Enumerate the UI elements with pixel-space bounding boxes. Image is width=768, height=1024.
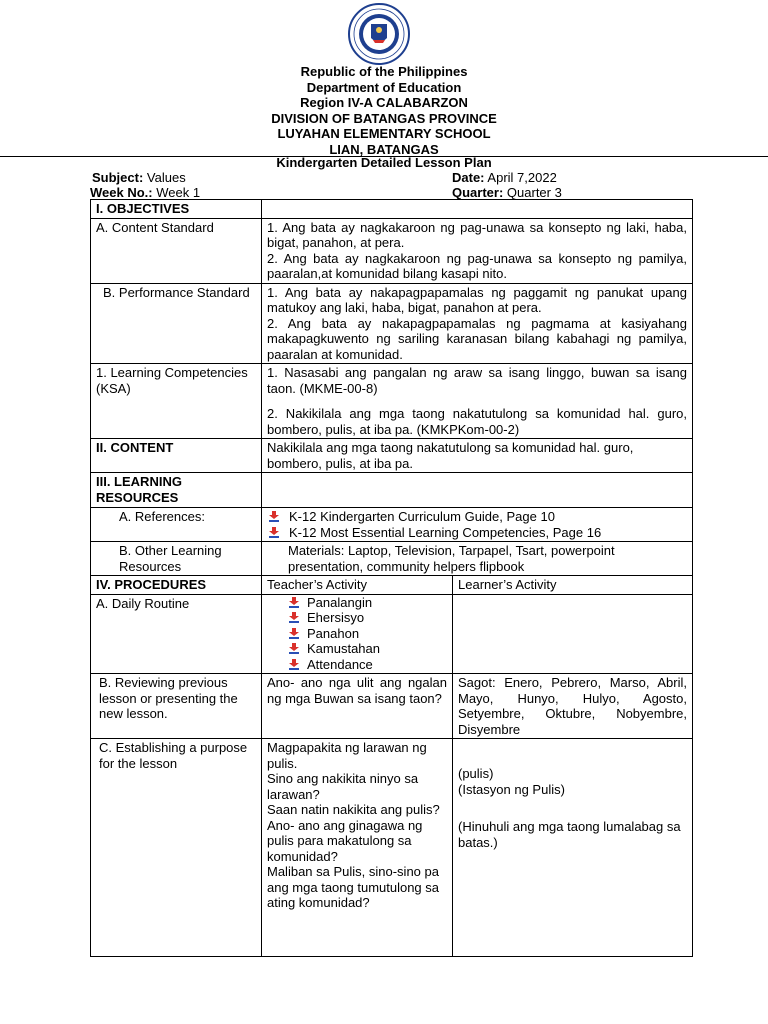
header-line-division: DIVISION OF BATANGAS PROVINCE — [271, 110, 497, 126]
header-line-department: Department of Education — [306, 79, 462, 95]
table-row — [91, 739, 693, 957]
performance-standard-2: 2. Ang bata ay nakapagpapamalas ng pagmama at kasiyahang makapagkuwento ng sariling karanasan bilang kabahagi ng pamilya, paaralan at komunidad. — [267, 315, 687, 362]
week-field — [90, 185, 200, 200]
purpose-learner-answer: (Hinuhuli ang mga taong lumalabag sa batas.) — [458, 819, 681, 850]
header-line-region: Region IV-A CALABARZON — [300, 95, 468, 110]
performance-standard-cell — [262, 283, 693, 364]
purpose-label: C. Establishing a purpose for the lesson — [91, 739, 262, 957]
list-item — [267, 525, 687, 541]
purpose-teacher-line: Saan natin nakikita ang pulis? — [267, 802, 440, 817]
table-row — [91, 594, 693, 674]
references-label: A. References: — [91, 508, 262, 542]
list-item — [289, 595, 447, 611]
header-line-location: LIAN, BATANGAS — [329, 141, 439, 157]
list-item — [289, 626, 447, 642]
purpose-teacher-line: Sino ang nakikita ninyo sa larawan? — [267, 771, 419, 802]
routine-item: Panahon — [307, 625, 360, 641]
review-learner-activity: Sagot: Enero, Pebrero, Marso, Abril, Mayo, Hunyo, Hulyo, Agosto, Setyembre, Oktubre, Nobyembre, Disyembre — [453, 674, 693, 739]
learner-activity-header: Learner’s Activity — [453, 576, 693, 595]
other-resources-text: Materials: Laptop, Television, Tarpapel, Tsart, powerpoint presentation, community helpers flipbook — [262, 542, 693, 576]
arrow-bullet-icon — [289, 643, 299, 654]
competency-2: 2. Nakikilala ang mga taong nakatutulong sa komunidad hal. guro, bombero, pulis, at iba pa. (KMKPKom-00-2) — [267, 406, 687, 437]
daily-routine-cell — [262, 594, 453, 674]
table-row — [91, 283, 693, 364]
competencies-cell — [262, 364, 693, 439]
resources-heading: III. LEARNING RESOURCES — [91, 473, 262, 508]
objectives-empty-cell — [262, 200, 693, 219]
content-standard-1: 1. Ang bata ay nagkakaroon ng pag-unawa sa konsepto ng laki, haba, bigat, panahon, at pera. — [267, 219, 687, 250]
routine-item: Attendance — [307, 656, 373, 672]
competency-1: 1. Nasasabi ang pangalan ng araw sa isang linggo, buwan sa isang taon. (MKME-00-8) — [267, 365, 687, 396]
teacher-activity-header: Teacher’s Activity — [262, 576, 453, 595]
resources-empty-cell — [262, 473, 693, 508]
subject-field — [92, 170, 186, 185]
table-row — [91, 364, 693, 439]
performance-standard-1: 1. Ang bata ay nakapagpapamalas ng paggamit ng panukat upang matukoy ang laki, haba, bigat, panahon at pera. — [267, 284, 687, 315]
competencies-label: 1. Learning Competencies (KSA) — [91, 364, 262, 439]
other-resources-label: B. Other Learning Resources — [91, 542, 262, 576]
header-line-school: LUYAHAN ELEMENTARY SCHOOL — [277, 126, 491, 141]
quarter-label: Quarter: — [452, 185, 504, 200]
review-teacher-activity: Ano- ano nga ulit ang ngalan ng mga Buwan sa isang taon? — [262, 674, 453, 739]
deped-seal — [339, 2, 419, 66]
purpose-learner-cell — [453, 739, 693, 957]
date-field — [452, 170, 557, 185]
document-header — [0, 64, 768, 157]
subject-value: Values — [146, 170, 186, 185]
quarter-field — [452, 185, 562, 200]
daily-routine-label: A. Daily Routine — [91, 594, 262, 674]
table-row — [91, 473, 693, 508]
routine-item: Panalangin — [307, 594, 373, 610]
list-item — [289, 657, 447, 673]
arrow-bullet-icon — [289, 628, 299, 639]
reference-2: K-12 Most Essential Learning Competencies, Page 16 — [289, 524, 602, 540]
daily-routine-list — [267, 595, 447, 673]
arrow-bullet-icon — [269, 527, 279, 538]
week-label: Week No.: — [90, 185, 153, 200]
arrow-bullet-icon — [289, 659, 299, 670]
table-row — [91, 200, 693, 219]
list-item — [289, 641, 447, 657]
subject-label: Subject: — [92, 170, 144, 185]
header-line-republic: Republic of the Philippines — [300, 64, 468, 79]
plan-title: Kindergarten Detailed Lesson Plan — [276, 155, 492, 170]
quarter-value: Quarter 3 — [506, 185, 562, 200]
date-value: April 7,2022 — [487, 170, 557, 185]
purpose-teacher-cell — [262, 739, 453, 957]
list-item — [267, 509, 687, 525]
review-label: B. Reviewing previous lesson or presenting the new lesson. — [91, 674, 262, 739]
table-row — [91, 576, 693, 595]
content-text: Nakikilala ang mga taong nakatutulong sa komunidad hal. guro, bombero, pulis, at iba pa. — [262, 439, 693, 473]
daily-routine-learner-cell — [453, 594, 693, 674]
purpose-teacher-line: Ano- ano ang ginagawa ng pulis para makatulong sa komunidad? — [267, 817, 423, 864]
arrow-bullet-icon — [269, 511, 279, 522]
list-item — [289, 610, 447, 626]
table-row — [91, 439, 693, 473]
content-standard-2: 2. Ang bata ay nagkakaroon ng pag-unawa sa konsepto ng pamilya, paaralan,at komunidad bilang kasapi nito. — [267, 250, 687, 281]
objectives-heading: I. OBJECTIVES — [91, 200, 262, 219]
arrow-bullet-icon — [289, 612, 299, 623]
references-cell — [262, 508, 693, 542]
content-standard-label: A. Content Standard — [91, 218, 262, 283]
routine-item: Kamustahan — [307, 641, 380, 656]
lesson-plan-table — [90, 199, 693, 957]
table-row — [91, 674, 693, 739]
purpose-teacher-line: Magpapakita ng larawan ng pulis. — [267, 740, 427, 771]
procedures-heading: IV. PROCEDURES — [91, 576, 262, 595]
table-row — [91, 542, 693, 576]
week-value: Week 1 — [156, 185, 201, 200]
purpose-learner-answer: (Istasyon ng Pulis) — [458, 781, 565, 797]
purpose-learner-answer: (pulis) — [458, 766, 494, 781]
reference-1: K-12 Kindergarten Curriculum Guide, Page 10 — [289, 509, 555, 524]
date-label: Date: — [452, 170, 485, 185]
table-row — [91, 508, 693, 542]
references-list — [267, 509, 687, 540]
content-standard-cell — [262, 218, 693, 283]
performance-standard-label: B. Performance Standard — [91, 283, 262, 364]
arrow-bullet-icon — [289, 597, 299, 608]
content-heading: II. CONTENT — [91, 439, 262, 473]
purpose-teacher-line: Maliban sa Pulis, sino-sino pa ang mga taong tumutulong sa ating komunidad? — [267, 864, 440, 910]
routine-item: Ehersisyo — [307, 610, 365, 625]
table-row — [91, 218, 693, 283]
